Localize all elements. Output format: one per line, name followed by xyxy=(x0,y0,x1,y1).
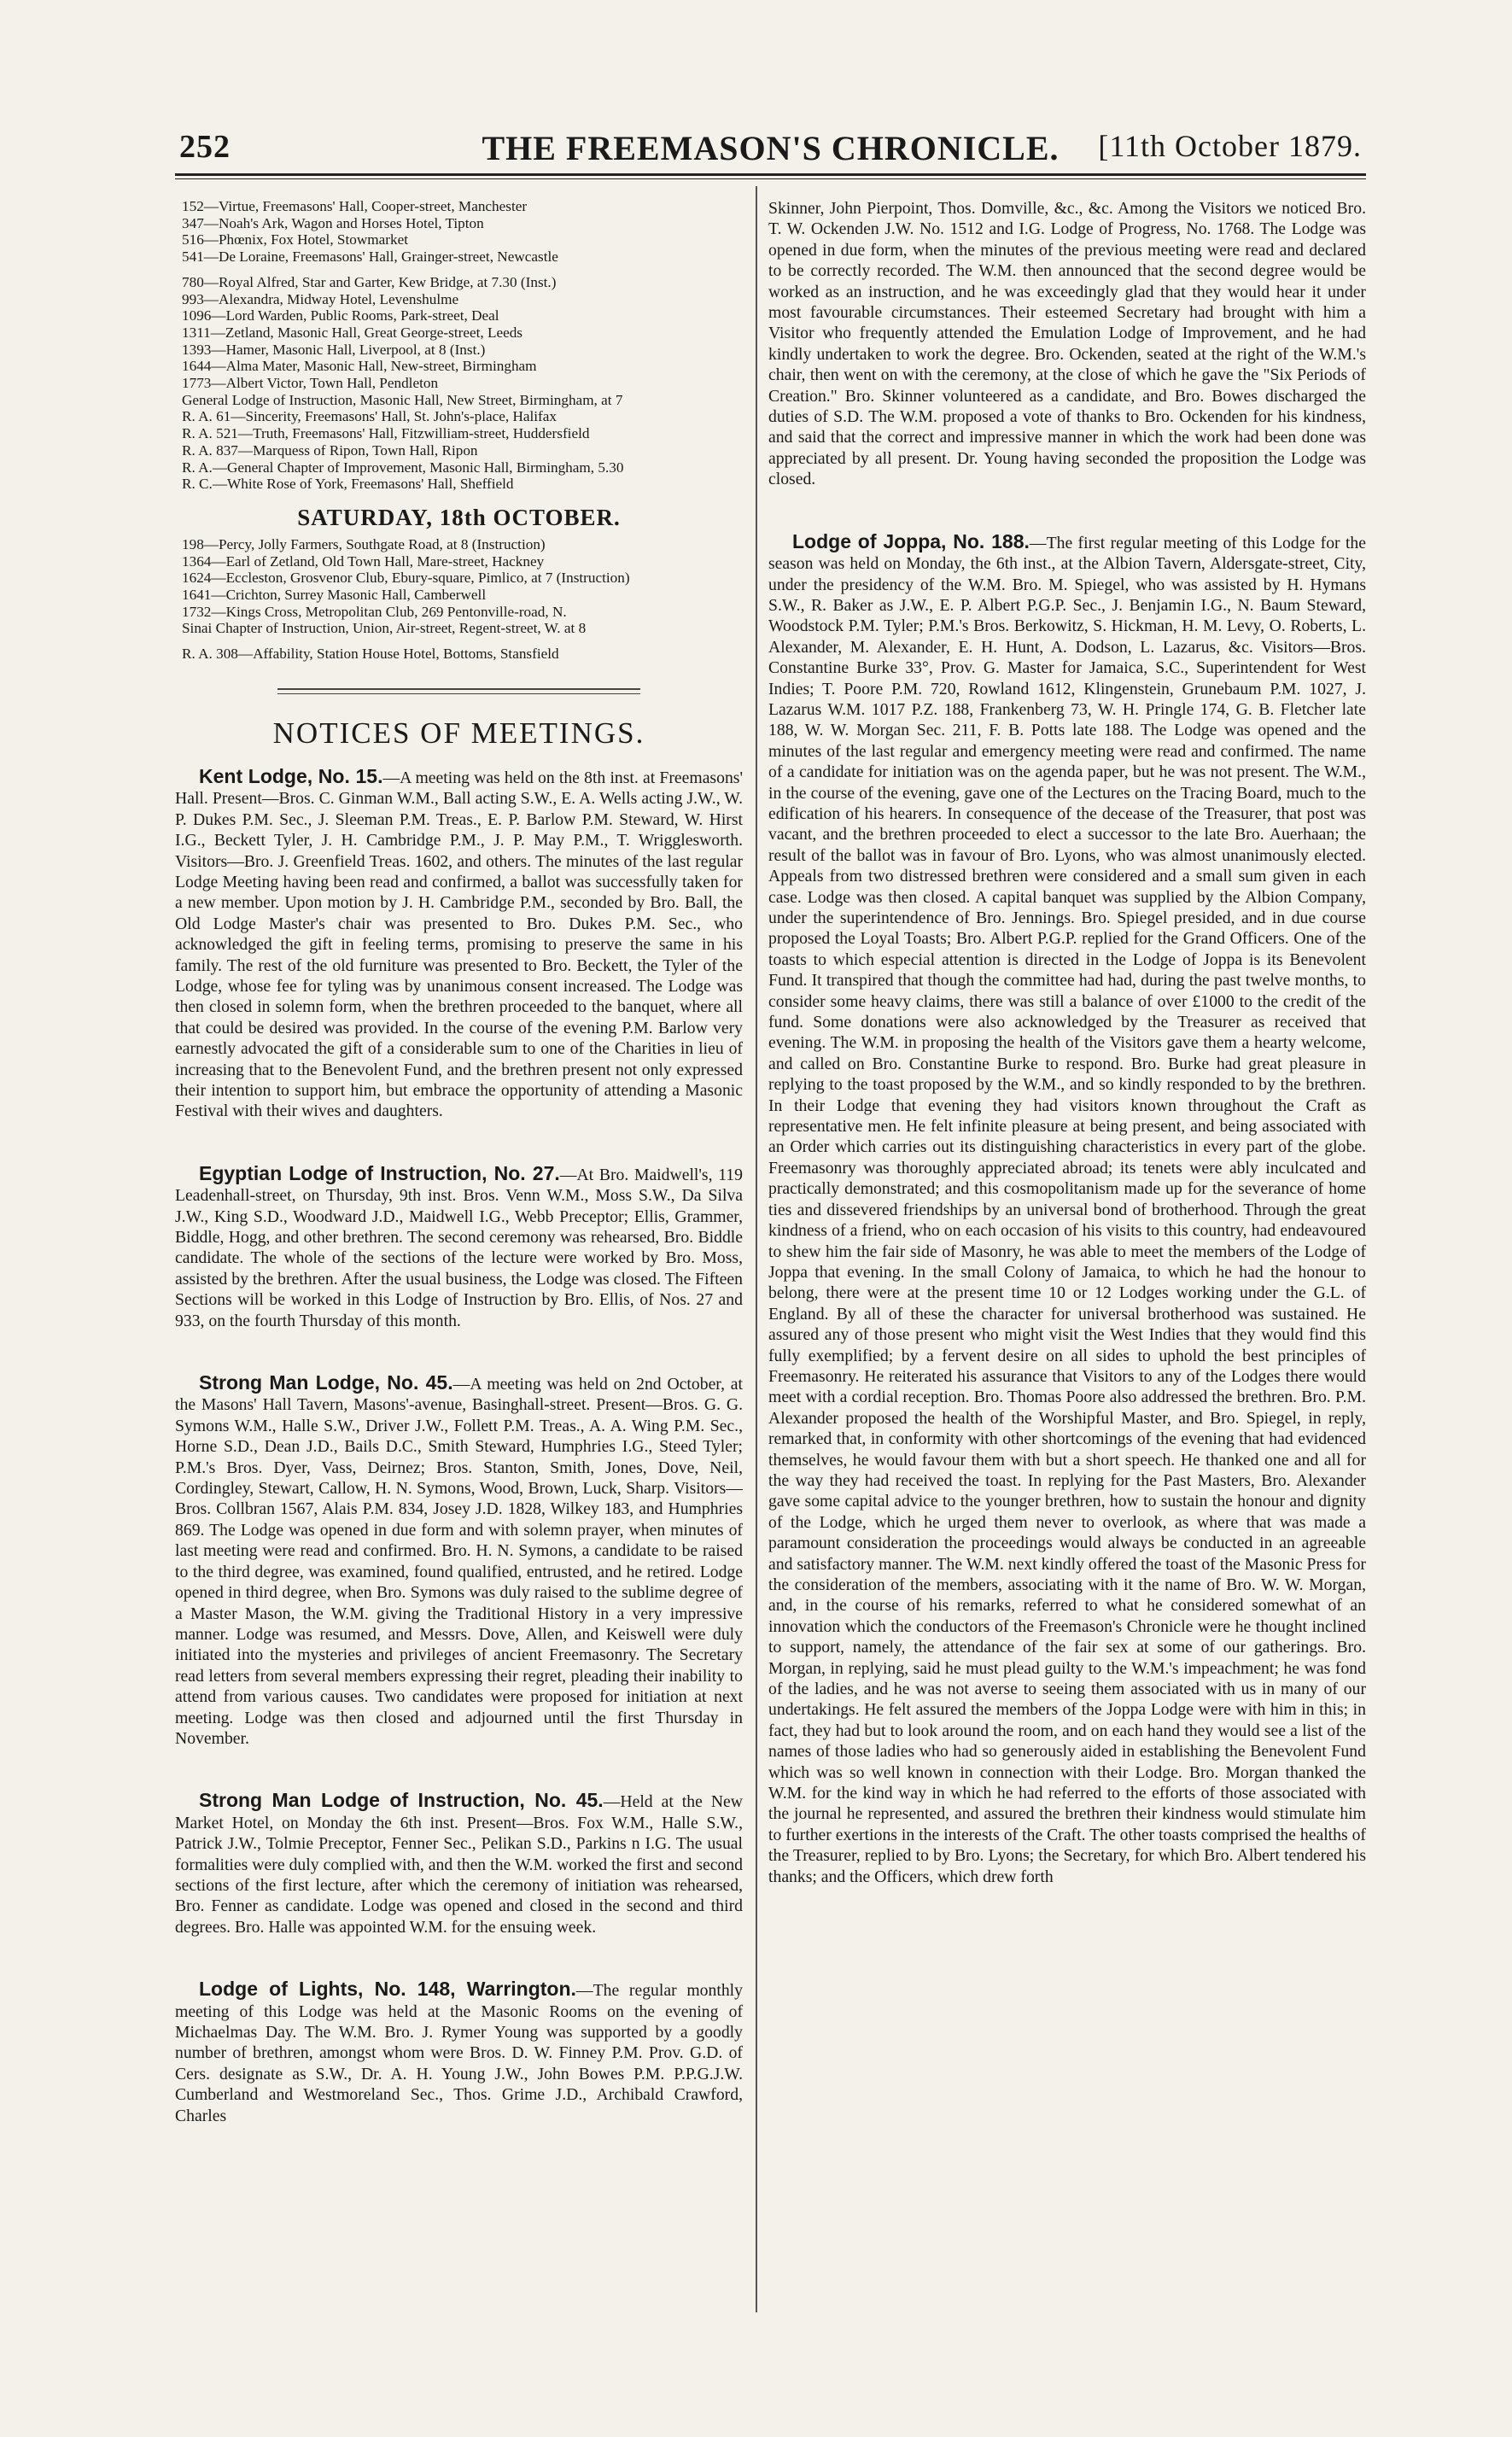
article-body: —A meeting was held on the 8th inst. at Freemasons' Hall. Present—Bros. C. Ginman W.M., Ball acting S.W., E. A. Wells acting J.W., W. P. Dukes P.M. Sec., J. Sleeman P.M. Treas., E. P. Barlow P.M. Steward, W. Hirst I.G., Beckett Tyler, J. H. Cambridge P.M., J. P. May P.M., T. Wrigglesworth. Visitors—Bro. J. Greenfield Treas. 1602, and others. The minutes of the last regular Lodge Meeting having been read and confirmed, a ballot was successfully taken for a new member. Upon motion by J. H. Cambridge P.M., seconded by Bro. Ball, the Old Lodge Master's chair was presented to Bro. Dukes P.M. Sec., who acknowledged the gift in feeling terms, promising to preserve the same in his family. The rest of the old furniture was presented to Bro. Beckett, the Tyler of the Lodge, whose fee for tyling was by unanimous consent increased. The Lodge was then closed in solemn form, when the brethren proceeded to the banquet, where all that could be desired was provided. In the course of the evening P.M. Barlow very earnestly advocated the gift of a considerable sum to one of the Charities in lieu of increasing that to the Benevolent Fund, and the brethren present not only expressed their intention to support him, but embrace the opportunity of attending a Masonic Festival with their wives and daughters. xyxy=(175,768,743,1121)
listing-entry: 1364—Earl of Zetland, Old Town Hall, Mare-street, Hackney xyxy=(182,552,545,570)
article-body: Skinner, John Pierpoint, Thos. Domville, &c., &c. Among the Visitors we noticed Bro. T. W. Ockenden J.W. No. 1512 and I.G. Lodge of Progress, No. 1768. The Lodge was opened in due form, when the minutes of the previous meeting were read and declared to be correctly recorded. The W.M. then announced that the second degree would be worked as an instruction, and he was exceedingly glad that they would hear it under most favourable circumstances. Their esteemed Secretary had brought with him a Visitor who frequently attended the Emulation Lodge of Improvement, and he had kindly undertaken to work the degree. Bro. Ockenden, seated at the right of the W.M.'s chair, then went on with the ceremony, at the close of which he gave the "Six Periods of Creation." Bro. Skinner volunteered as a candidate, and Bro. Bowes discharged the duties of S.D. The W.M. proposed a vote of thanks to Bro. Ockenden for his kindness, and said that the correct and impressive manner in which the work had been done was appreciated by all present. Dr. Young having seconded the proposition the Lodge was closed. xyxy=(768,199,1366,489)
article-lodge-of-joppa xyxy=(768,531,1366,1887)
listing-entry: 1096—Lord Warden, Public Rooms, Park-street, Deal xyxy=(182,307,499,324)
listing-entry: R. A. 61—Sincerity, Freemasons' Hall, St. John's-place, Halifax xyxy=(182,408,557,425)
listing-entry: 1644—Alma Mater, Masonic Hall, New-street, Birmingham xyxy=(182,358,537,375)
listing-entry: 152—Virtue, Freemasons' Hall, Cooper-street, Manchester xyxy=(182,198,528,214)
column-divider xyxy=(756,186,757,2312)
article-kent-lodge xyxy=(175,766,743,1122)
listing-entry: 1732—Kings Cross, Metropolitan Club, 269 Pentonville-road, N. xyxy=(182,603,567,620)
listing-entry: R. A. 521—Truth, Freemasons' Hall, Fitzwilliam-street, Huddersfield xyxy=(182,425,590,442)
lodge-listing-top xyxy=(175,198,743,493)
article-lodge-of-lights xyxy=(175,1978,743,2126)
listing-entry: 780—Royal Alfred, Star and Garter, Kew Bridge, at 7.30 (Inst.) xyxy=(182,273,557,290)
listing-entry: 1624—Eccleston, Grosvenor Club, Ebury-square, Pimlico, at 7 (Instruction) xyxy=(182,570,630,587)
listing-entry: R. A. 308—Affability, Station House Hotel, Bottoms, Stansfield xyxy=(182,646,559,663)
listing-entry: R. A.—General Chapter of Improvement, Masonic Hall, Birmingham, 5.30 xyxy=(182,459,624,476)
article-lead: Kent Lodge, No. 15. xyxy=(199,764,383,787)
article-body: —A meeting was held on 2nd October, at the Masons' Hall Tavern, Masons'-avenue, Basinghall-street. Present—Bros. G. G. Symons W.M., Halle S.W., Driver J.W., Follett P.M. Treas., A. A. Wing P.M. Sec., Horne S.D., Dean J.D., Bails D.C., Smith Steward, Humphries I.G., Steed Tyler; P.M.'s Bros. Dyer, Vass, Deirnez; Bros. Stanton, Smith, Jones, Dove, Neil, Cordingley, Stewart, Callow, H. N. Symons, Wood, Brown, Luck, Sharp. Visitors—Bros. Collbran 1567, Alais P.M. 834, Josey J.D. 1828, Wilkey 183, and Humphries 869. The Lodge was opened in due form and with solemn prayer, when minutes of last meeting were read and confirmed. Bro. H. N. Symons, a candidate to be raised to the third degree, was examined, found qualified, entrusted, and he retired. Lodge opened in third degree, when Bro. Symons was duly raised to the sublime degree of a Master Mason, the W.M. giving the Traditional History in a very impressive manner. Lodge was resumed, and Messrs. Dove, Allen, and Keiswell were duly initiated into the mysteries and privileges of ancient Freemasonry. The Secretary read letters from several members expressing their regret, pleading their inability to attend from various causes. Two candidates were proposed for initiation at next meeting. Lodge was then closed and adjourned until the first Thursday in November. xyxy=(175,1375,744,1748)
listing-entry: 516—Phœnix, Fox Hotel, Stowmarket xyxy=(182,231,408,248)
section-separator xyxy=(277,688,640,694)
listing-entry: 1641—Crichton, Surrey Masonic Hall, Camberwell xyxy=(182,587,487,604)
page-number: 252 xyxy=(179,129,231,165)
header-rule xyxy=(175,173,1366,176)
listing-entry: Sinai Chapter of Instruction, Union, Air-street, Regent-street, W. at 8 xyxy=(182,620,587,637)
listing-entry: 347—Noah's Ark, Wagon and Horses Hotel, Tipton xyxy=(182,214,484,231)
issue-date: [11th October 1879. xyxy=(1098,129,1362,163)
header-rule-thin xyxy=(175,178,1366,179)
lodge-listing-saturday xyxy=(175,536,743,663)
article-lead: Lodge of Lights, No. 148, Warrington. xyxy=(199,1978,576,2001)
article-strong-man-lodge xyxy=(175,1372,743,1749)
article-body: —Held at the New Market Hotel, on Monday the 6th inst. Present—Bros. Fox W.M., Halle S.W., Patrick J.W., Tolmie Preceptor, Fenner Sec., Pelikan S.D., Parkins n I.G. The usual formalities were duly complied with, and then the W.M. worked the first and second sections of the first lecture, after which the ceremony of initiation was rehearsed, Bro. Fenner as candidate. Lodge was opened and closed in the second and third degrees. Bro. Halle was appointed W.M. for the ensuing week. xyxy=(175,1792,743,1937)
article-strong-man-instruction xyxy=(175,1790,743,1937)
listing-entry: 1311—Zetland, Masonic Hall, Great George-street, Leeds xyxy=(182,324,522,341)
left-column xyxy=(175,198,743,2126)
saturday-heading: SATURDAY, 18th OCTOBER. xyxy=(297,504,621,530)
article-lead: Lodge of Joppa, No. 188. xyxy=(792,529,1030,552)
listing-entry: 993—Alexandra, Midway Hotel, Levenshulme xyxy=(182,290,459,307)
article-egyptian-lodge xyxy=(175,1163,743,1331)
article-body: —At Bro. Maidwell's, 119 Leadenhall-street, on Thursday, 9th inst. Bros. Venn W.M., Moss S.W., Da Silva J.W., King S.D., Woodward J.D., Maidwell I.G., Webb Preceptor; Ellis, Grammer, Biddle, Hogg, and other brethren. The second ceremony was rehearsed, Bro. Biddle candidate. The whole of the sections of the lecture were worked by Bro. Moss, assisted by the brethren. After the usual business, the Lodge was closed. The Fifteen Sections will be worked in this Lodge of Instruction by Bro. Ellis, of Nos. 27 and 933, on the fourth Thursday of this month. xyxy=(175,1165,743,1330)
article-lead: Strong Man Lodge, No. 45. xyxy=(199,1371,453,1394)
page-header xyxy=(179,128,1362,179)
notices-heading: NOTICES OF MEETINGS. xyxy=(272,716,645,750)
listing-entry: R. A. 837—Marquess of Ripon, Town Hall, Ripon xyxy=(182,441,478,459)
listing-entry: R. C.—White Rose of York, Freemasons' Hall, Sheffield xyxy=(182,476,514,493)
article-lead: Strong Man Lodge of Instruction, No. 45. xyxy=(199,1789,604,1812)
listing-entry: 198—Percy, Jolly Farmers, Southgate Road, at 8 (Instruction) xyxy=(182,535,546,552)
article-lodge-of-lights-continued xyxy=(768,198,1366,490)
right-column xyxy=(768,198,1366,1887)
listing-entry: 1773—Albert Victor, Town Hall, Pendleton xyxy=(182,375,439,392)
listing-entry: 541—De Loraine, Freemasons' Hall, Grainger-street, Newcastle xyxy=(182,248,558,266)
article-body: —The regular monthly meeting of this Lodge was held at the Masonic Rooms on the evening of Michaelmas Day. The W.M. Bro. J. Rymer Young was supported by a goodly number of brethren, amongst whom were Bros. D. W. Finney P.M. Prov. G.D. of Cers. designate as S.W., Dr. A. H. Young J.W., John Bowes P.M. P.P.G.J.W. Cumberland and Westmoreland Sec., Thos. Grime J.D., Archibald Crawford, Charles xyxy=(175,1981,743,2125)
article-body: —The first regular meeting of this Lodge for the season was held on Monday, the 6th inst., at the Albion Tavern, Aldersgate-street, City, under the presidency of the W.M. Bro. M. Spiegel, who was assisted by H. Hymans S.W., R. Baker as J.W., E. P. Albert P.G.P. Sec., J. Benjamin I.G., N. Baum Steward, Woodstock P.M. Tyler; P.M.'s Bros. Berkowitz, S. Hickman, H. M. Levy, O. Roberts, L. Alexander, M. Alexander, E. H. Hunt, A. Dodson, L. Lazarus, &c. Visitors—Bros. Constantine Burke 33°, Prov. G. Master for Jamaica, S.C., Superintendent for West Indies; T. Poore P.M. 720, Rowland 1612, Klingenstein, Grunebaum P.M. 1027, J. Lazarus W.M. 1017 P.Z. 188, Frankenberg 73, W. H. Pringle 174, G. B. Fletcher late 188, W. W. Morgan Sec. 211, F. B. Potts late 188. The Lodge was opened and the minutes of the last regular and emergency meeting were read and confirmed. The name of a candidate for initiation was on the agenda paper, but he was not present. The W.M., in the course of the evening, gave one of the Lectures on the Tracing Board, much to the edification of his hearers. In consequence of the decease of the Treasurer, that post was vacant, and the brethren proceeded to elect a successor to the late Bro. Auerhaan; the result of the ballot was in favour of Bro. Lyons, who was almost unanimously elected. Appeals from two distressed brethren were considered and a small sum given in each case. Lodge was then closed. A capital banquet was supplied by the Albion Company, under the superintendence of Bro. Jennings. Bro. Spiegel presided, and in due course proposed the Loyal Toasts; Bro. Albert P.G.P. replied for the Grand Officers. One of the toasts to which especial attention is directed in the Lodge of Joppa is its Benevolent Fund. It transpired that though the committee had had, during the past twelve months, to consider some heavy claims, there was still a balance of over £1000 to the credit of the fund. Some donations were also acknowledged by the Treasurer as received that evening. The W.M. in proposing the health of the Visitors gave them a hearty welcome, and called on Bro. Constantine Burke to respond. Bro. Burke had great pleasure in replying to the toast proposed by the W.M., and so kindly responded to by the brethren. In their Lodge that evening they had visitors known throughout the Craft as representative men. He felt infinite pleasure at being present, and being associated with an Order which carries out its distinguishing characteristics in every part of the globe. Freemasonry was thoroughly appreciated abroad; its tenets were ably inculcated and practically demonstrated; and this cosmopolitanism made up for the severance of home ties and dissevered friendships by an universal bond of brotherhood. Through the great kindness of a friend, who on each occasion of his visits to this country, had endeavoured to shew him the fair side of Masonry, he was able to meet the members of the Lodge of Joppa that evening. In the small Colony of Jamaica, to which he had the honour to belong, there were at the present time 10 or 12 Lodges working under the G.L. of England. By all of these the character for universal brotherhood was sustained. He assured any of those present who might visit the West Indies that they would find this fully exemplified; by a fervent desire on all sides to uphold the best principles of Freemasonry. He reiterated his assurance that Visitors to any of the Lodges there would meet with a cordial reception. Bro. Thomas Poore also addressed the brethren. Bro. P.M. Alexander proposed the health of the Worshipful Master, and Bro. Spiegel, in reply, remarked that, in conformity with other shortcomings of the evening that had evidenced themselves, he would favour them with but a short speech. He thanked one and all for the way they had received the toast. In replying for the Past Masters, Bro. Alexander gave some capital advice to the younger brethren, how to sustain the honour and dignity of the Lodge, which he urged them never to overlook, as where that was made a paramount consideration the proceedings would always be conducted in an agreeable and satisfactory manner. The W.M. next kindly offered the toast of the Masonic Press for the consideration of the members, associating with it the name of Bro. W. W. Morgan, and, in the course of his remarks, referred to what he considered somewhat of an innovation which the conductors of the Freemason's Chronicle were he thought inclined to support, namely, the attendance of the fair sex at some of our gatherings. Bro. Morgan, in replying, said he must plead guilty to the W.M.'s impeachment; he was fond of the ladies, and he was not averse to seeing them associated with us in many of our undertakings. He felt assured the members of the Joppa Lodge were with him in this; in fact, they had but to look around the room, and on each hand they would see a list of the names of those ladies who had so generously aided in establishing the Benevolent Fund which was so well known in connection with their Lodge. Bro. Morgan thanked the W.M. for the kind way in which he had referred to the efforts of those associated with the journal he represented, and assured the brethren their kindness would stimulate him to further exertions in the interests of the Craft. The other toasts comprised the healths of the Treasurer, replied to by Bro. Lyons; the Secretary, for which Bro. Albert tendered his thanks; and the Officers, which drew forth xyxy=(768,533,1366,1886)
listing-entry: 1393—Hamer, Masonic Hall, Liverpool, at 8 (Inst.) xyxy=(182,341,486,358)
listing-entry: General Lodge of Instruction, Masonic Hall, New Street, Birmingham, at 7 xyxy=(182,391,623,408)
article-lead: Egyptian Lodge of Instruction, No. 27. xyxy=(199,1161,560,1184)
masthead-title: THE FREEMASON'S CHRONICLE. xyxy=(482,129,1060,167)
